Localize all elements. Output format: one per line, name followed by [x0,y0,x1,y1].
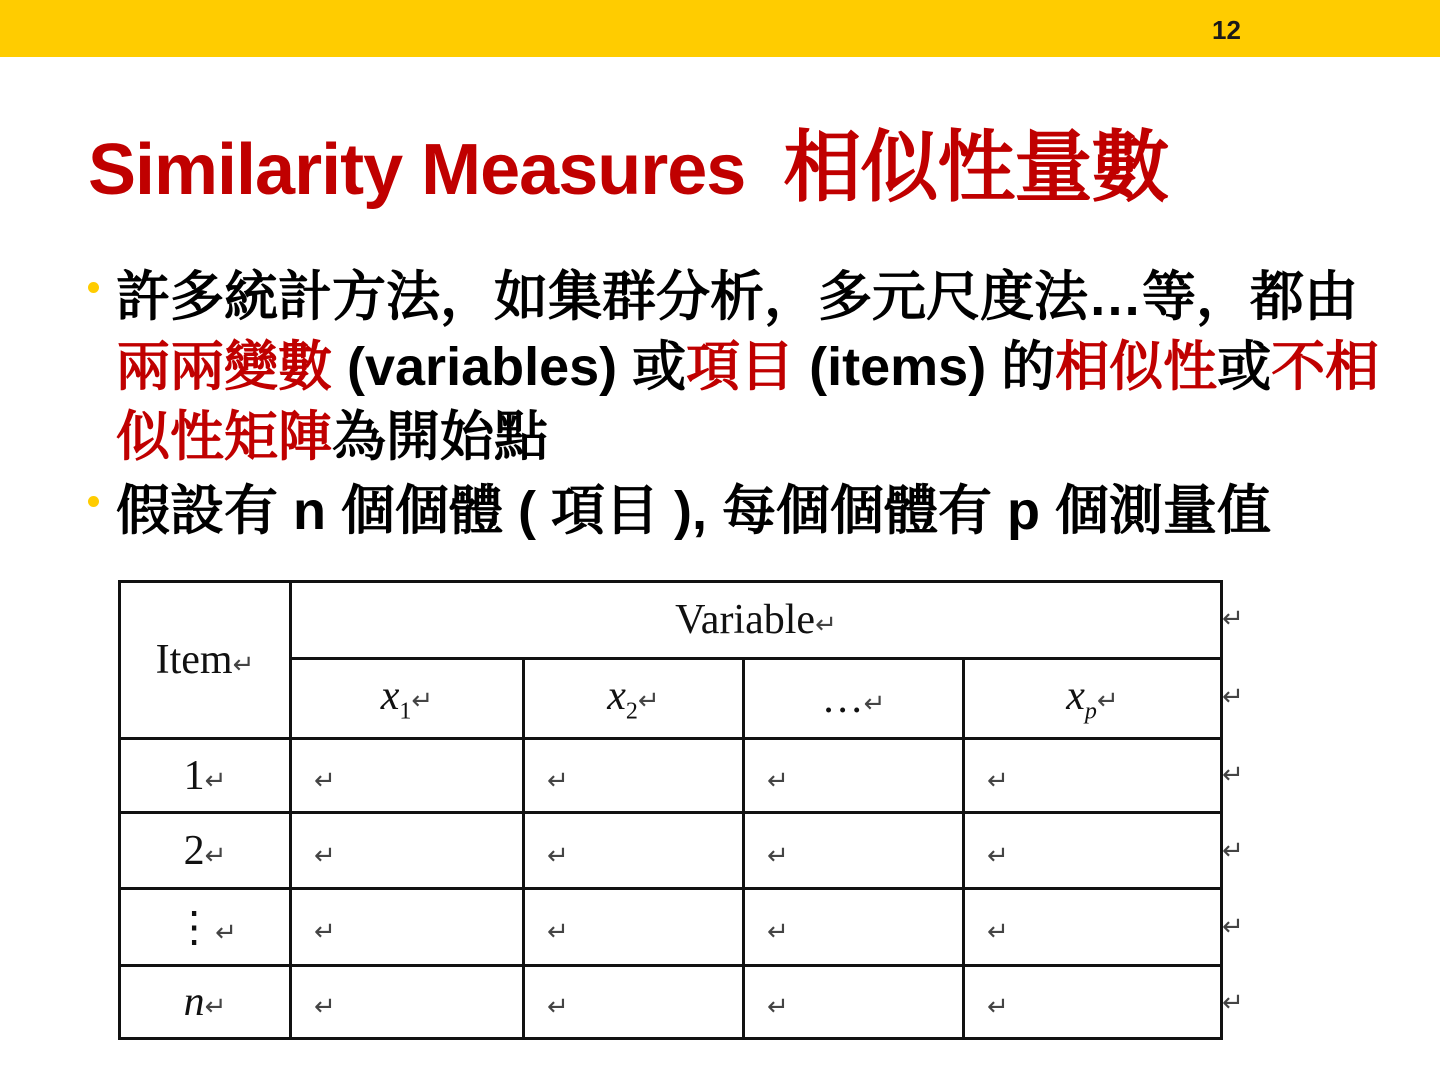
variable-header-cell [291,582,1222,659]
empty-cell [744,966,964,1039]
item-label-cell [120,739,291,813]
paragraph-mark-icon: ↵ [767,765,789,796]
highlighted-term: 項目 [686,337,795,397]
bullet-dot-icon [88,282,99,293]
variable-symbol-base: x [380,672,400,719]
empty-cell [291,889,524,966]
item-header-cell [120,582,291,739]
paragraph-mark-icon: ↵ [314,917,336,947]
table-row [120,889,1222,966]
item-header-label: Item [155,637,233,683]
item-label: ⋮ [173,905,216,951]
item-label: 1 [183,752,205,799]
empty-cell [964,813,1222,889]
variable-symbol-base: x [1066,672,1085,719]
paragraph-mark-icon: ↵ [815,610,837,640]
bullet-text: (variables) 或 [332,337,687,397]
paragraph-mark-icon: ↵ [232,650,255,680]
paragraph-mark-icon: ↵ [1222,682,1244,712]
variable-symbol [1066,672,1097,725]
item-label-cell [120,813,291,889]
paragraph-mark-icon: ↵ [547,765,569,796]
variable-subscript: 1 [399,698,412,725]
variable-symbol-base: … [821,675,864,722]
variable-symbol [380,672,412,725]
slide-title [88,122,1168,215]
paragraph-mark-icon: ↵ [987,917,1009,947]
empty-cell [744,813,964,889]
variable-column-header [964,659,1222,739]
bullet-list [88,262,1388,550]
paragraph-mark-icon: ↵ [1222,760,1244,790]
bullet-dot-icon [88,496,99,507]
highlighted-term: 不相似性矩陣 [116,337,1380,467]
empty-cell [744,889,964,966]
paragraph-mark-icon: ↵ [204,765,227,796]
bullet-item [88,262,1388,472]
paragraph-mark-icon: ↵ [547,992,569,1022]
paragraph-mark-icon: ↵ [314,765,336,796]
variable-symbol-base: x [607,672,626,719]
paragraph-mark-icon: ↵ [204,840,227,871]
paragraph-mark-icon: ↵ [1222,604,1244,634]
empty-cell [964,889,1222,966]
paragraph-mark-icon: ↵ [767,917,789,947]
paragraph-mark-icon: ↵ [547,840,569,871]
variable-subscript: 2 [625,698,638,725]
variable-column-header [291,659,524,739]
variable-symbol [822,676,864,722]
table-row [120,966,1222,1039]
variable-subscript: p [1084,698,1097,725]
paragraph-mark-icon: ↵ [1222,836,1244,866]
paragraph-mark-icon: ↵ [411,685,434,716]
variable-symbol [607,672,638,725]
empty-cell [744,739,964,813]
slide-title-chinese: 相似性量數 [783,123,1169,211]
paragraph-mark-icon: ↵ [1222,988,1244,1018]
empty-cell [524,739,744,813]
highlighted-term: 兩兩變數 [116,337,332,397]
empty-cell [964,739,1222,813]
item-label-cell [120,889,291,966]
empty-cell [524,813,744,889]
item-label-cell [120,966,291,1039]
item-label: 2 [183,827,205,874]
paragraph-mark-icon: ↵ [987,992,1009,1022]
empty-cell [964,966,1222,1039]
bullet-text: 或 [1217,337,1272,397]
empty-cell [524,889,744,966]
bullet-item [88,476,1388,546]
bullet-text: (items) 的 [794,337,1056,397]
empty-cell [524,966,744,1039]
variable-column-header [524,659,744,739]
paragraph-mark-icon: ↵ [215,918,237,948]
table-row [120,813,1222,889]
paragraph-mark-icon: ↵ [863,688,886,719]
paragraph-mark-icon: ↵ [987,840,1009,871]
bullet-text: 假設有 n 個個體 ( 項目 ), 每個個體有 p 個測量值 [116,481,1271,541]
paragraph-mark-icon: ↵ [767,992,789,1022]
item-label: n [183,979,205,1025]
empty-cell [291,813,524,889]
paragraph-mark-icon: ↵ [314,840,336,871]
empty-cell [291,739,524,813]
paragraph-mark-icon: ↵ [767,840,789,871]
bullet-text: 許多統計方法，如集群分析，多元尺度法…等，都由 [116,267,1358,327]
table-row [120,739,1222,813]
paragraph-mark-icon: ↵ [1222,912,1244,942]
paragraph-mark-icon: ↵ [314,992,336,1022]
paragraph-mark-icon: ↵ [987,765,1009,796]
variable-header-label: Variable [675,597,816,643]
empty-cell [291,966,524,1039]
paragraph-mark-icon: ↵ [1096,685,1119,716]
variable-column-header [744,659,964,739]
bullet-text: 為開始點 [332,407,548,467]
slide-title-english: Similarity Measures [88,130,746,210]
paragraph-mark-icon: ↵ [547,917,569,947]
highlighted-term: 相似性 [1055,337,1218,397]
slide-number: 12 [1212,15,1241,45]
paragraph-mark-icon: ↵ [637,685,660,716]
items-by-variables-table [118,580,1223,1040]
paragraph-mark-icon: ↵ [204,992,227,1022]
